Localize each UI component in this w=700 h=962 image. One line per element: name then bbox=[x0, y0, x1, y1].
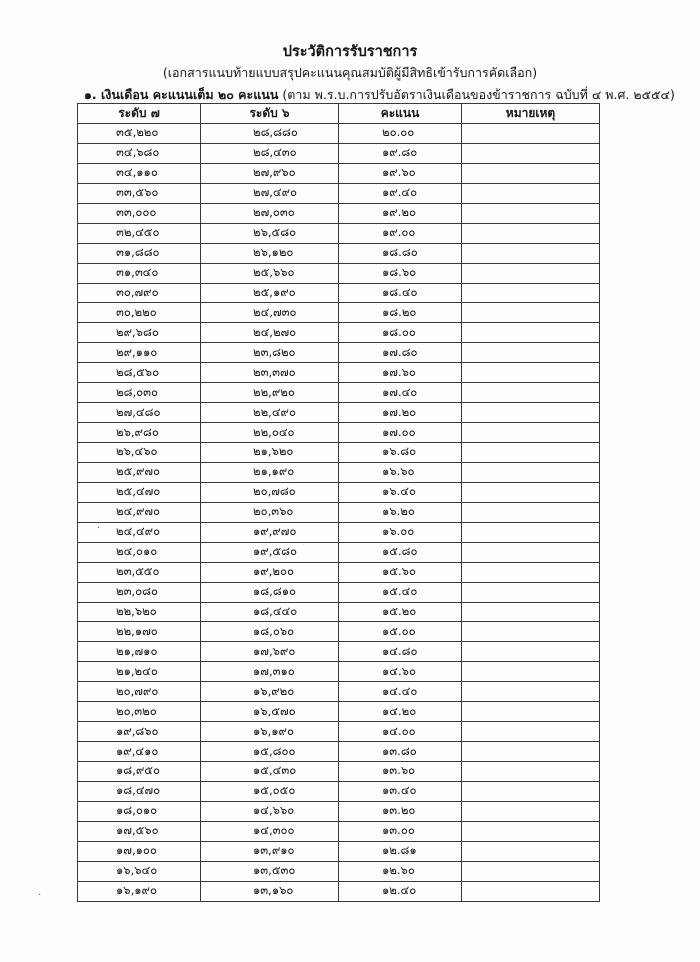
cell-level-6: ๒๘,๘๘๐ bbox=[201, 124, 339, 144]
cell-level-7: ๓๑,๓๔๐ bbox=[78, 263, 201, 283]
table-body bbox=[78, 124, 600, 902]
cell-score: ๑๙.๔๐ bbox=[339, 183, 462, 203]
cell-level-7: ๒๗,๔๘๐ bbox=[78, 403, 201, 423]
cell-remarks bbox=[462, 323, 600, 343]
cell-level-6: ๑๖,๙๒๐ bbox=[201, 682, 339, 702]
table-row bbox=[78, 363, 600, 383]
cell-remarks bbox=[462, 343, 600, 363]
cell-score: ๑๕.๔๐ bbox=[339, 582, 462, 602]
cell-level-6: ๑๖,๕๗๐ bbox=[201, 702, 339, 722]
cell-level-6: ๑๕,๐๕๐ bbox=[201, 781, 339, 801]
table-row bbox=[78, 881, 600, 901]
cell-level-6: ๑๘,๘๑๐ bbox=[201, 582, 339, 602]
table-row bbox=[78, 722, 600, 742]
cell-score: ๑๔.๔๐ bbox=[339, 682, 462, 702]
cell-level-7: ๓๒,๔๕๐ bbox=[78, 223, 201, 243]
cell-level-7: ๒๔,๔๙๐ bbox=[78, 522, 201, 542]
cell-level-7: ๒๔,๙๗๐ bbox=[78, 502, 201, 522]
cell-level-7: ๓๐,๒๒๐ bbox=[78, 303, 201, 323]
cell-remarks bbox=[462, 143, 600, 163]
cell-level-7: ๒๙,๖๘๐ bbox=[78, 323, 201, 343]
cell-remarks bbox=[462, 861, 600, 881]
table-row bbox=[78, 801, 600, 821]
table-row bbox=[78, 183, 600, 203]
section-heading-bold: ๑. เงินเดือน คะแนนเต็ม ๒๐ คะแนน bbox=[84, 87, 279, 102]
cell-level-7: ๒๔,๐๑๐ bbox=[78, 542, 201, 562]
cell-remarks bbox=[462, 602, 600, 622]
cell-score: ๑๕.๖๐ bbox=[339, 562, 462, 582]
cell-score: ๑๔.๖๐ bbox=[339, 662, 462, 682]
cell-score: ๑๕.๒๐ bbox=[339, 602, 462, 622]
cell-level-6: ๑๖,๑๙๐ bbox=[201, 722, 339, 742]
cell-level-7: ๒๖,๙๘๐ bbox=[78, 423, 201, 443]
cell-score: ๑๗.๔๐ bbox=[339, 383, 462, 403]
table-row bbox=[78, 642, 600, 662]
cell-remarks bbox=[462, 722, 600, 742]
cell-level-7: ๑๗,๑๐๐ bbox=[78, 841, 201, 861]
cell-level-6: ๒๖,๑๒๐ bbox=[201, 243, 339, 263]
cell-level-6: ๑๙,๙๗๐ bbox=[201, 522, 339, 542]
cell-level-6: ๒๒,๔๙๐ bbox=[201, 403, 339, 423]
table-row bbox=[78, 343, 600, 363]
cell-remarks bbox=[462, 502, 600, 522]
cell-level-7: ๓๐,๗๙๐ bbox=[78, 283, 201, 303]
cell-level-6: ๒๔,๗๓๐ bbox=[201, 303, 339, 323]
cell-level-6: ๒๑,๑๙๐ bbox=[201, 462, 339, 482]
document-title: ประวัติการรับราชการ bbox=[282, 44, 418, 60]
cell-remarks bbox=[462, 662, 600, 682]
table-row bbox=[78, 403, 600, 423]
cell-level-6: ๒๐,๓๖๐ bbox=[201, 502, 339, 522]
cell-score: ๑๙.๒๐ bbox=[339, 203, 462, 223]
table-row bbox=[78, 682, 600, 702]
header-level-7: ระดับ ๗ bbox=[78, 104, 201, 124]
table-row bbox=[78, 582, 600, 602]
cell-score: ๒๐.๐๐ bbox=[339, 124, 462, 144]
cell-level-6: ๒๒,๐๔๐ bbox=[201, 423, 339, 443]
cell-level-6: ๒๓,๘๒๐ bbox=[201, 343, 339, 363]
cell-score: ๑๒.๔๐ bbox=[339, 881, 462, 901]
table-row bbox=[78, 762, 600, 782]
table-row bbox=[78, 423, 600, 443]
cell-remarks bbox=[462, 423, 600, 443]
cell-score: ๑๔.๐๐ bbox=[339, 722, 462, 742]
cell-score: ๑๘.๖๐ bbox=[339, 263, 462, 283]
cell-score: ๑๗.๘๐ bbox=[339, 343, 462, 363]
table-row bbox=[78, 203, 600, 223]
cell-score: ๑๖.๔๐ bbox=[339, 482, 462, 502]
cell-level-6: ๒๒,๙๒๐ bbox=[201, 383, 339, 403]
cell-remarks bbox=[462, 124, 600, 144]
cell-level-7: ๑๗,๕๖๐ bbox=[78, 821, 201, 841]
cell-level-7: ๑๘,๙๕๐ bbox=[78, 762, 201, 782]
table-row bbox=[78, 841, 600, 861]
cell-level-6: ๒๕,๖๖๐ bbox=[201, 263, 339, 283]
cell-level-7: ๒๘,๕๖๐ bbox=[78, 363, 201, 383]
cell-remarks bbox=[462, 243, 600, 263]
header-level-6: ระดับ ๖ bbox=[201, 104, 339, 124]
cell-remarks bbox=[462, 781, 600, 801]
table-row bbox=[78, 163, 600, 183]
cell-level-6: ๒๖,๕๘๐ bbox=[201, 223, 339, 243]
cell-remarks bbox=[462, 443, 600, 463]
cell-level-7: ๒๑,๗๑๐ bbox=[78, 642, 201, 662]
cell-score: ๑๙.๘๐ bbox=[339, 143, 462, 163]
cell-score: ๑๒.๖๐ bbox=[339, 861, 462, 881]
cell-remarks bbox=[462, 482, 600, 502]
cell-level-6: ๒๔,๒๗๐ bbox=[201, 323, 339, 343]
cell-level-7: ๑๖,๖๔๐ bbox=[78, 861, 201, 881]
cell-remarks bbox=[462, 821, 600, 841]
cell-remarks bbox=[462, 263, 600, 283]
cell-remarks bbox=[462, 642, 600, 662]
cell-score: ๑๖.๒๐ bbox=[339, 502, 462, 522]
header-score: คะแนน bbox=[339, 104, 462, 124]
cell-level-6: ๑๓,๕๓๐ bbox=[201, 861, 339, 881]
cell-level-6: ๑๔,๖๖๐ bbox=[201, 801, 339, 821]
cell-level-7: ๑๙,๔๑๐ bbox=[78, 742, 201, 762]
cell-level-6: ๑๔,๓๐๐ bbox=[201, 821, 339, 841]
cell-level-6: ๑๓,๑๖๐ bbox=[201, 881, 339, 901]
table-row bbox=[78, 502, 600, 522]
table-row bbox=[78, 622, 600, 642]
cell-score: ๑๒.๘๑ bbox=[339, 841, 462, 861]
cell-level-7: ๒๘,๐๓๐ bbox=[78, 383, 201, 403]
cell-level-6: ๒๗,๔๙๐ bbox=[201, 183, 339, 203]
cell-level-7: ๒๒,๖๒๐ bbox=[78, 602, 201, 622]
section-heading bbox=[84, 85, 694, 105]
stray-mark: · bbox=[97, 523, 101, 534]
cell-score: ๑๓.๘๐ bbox=[339, 742, 462, 762]
table-row bbox=[78, 742, 600, 762]
cell-remarks bbox=[462, 841, 600, 861]
table-header-row bbox=[78, 104, 600, 124]
cell-score: ๑๖.๘๐ bbox=[339, 443, 462, 463]
table-row bbox=[78, 443, 600, 463]
cell-remarks bbox=[462, 363, 600, 383]
cell-level-6: ๑๗,๓๑๐ bbox=[201, 662, 339, 682]
cell-level-7: ๒๙,๑๑๐ bbox=[78, 343, 201, 363]
cell-score: ๑๓.๔๐ bbox=[339, 781, 462, 801]
cell-remarks bbox=[462, 223, 600, 243]
table-row bbox=[78, 482, 600, 502]
cell-score: ๑๘.๐๐ bbox=[339, 323, 462, 343]
table-row bbox=[78, 702, 600, 722]
table-row bbox=[78, 243, 600, 263]
cell-level-6: ๑๕,๔๓๐ bbox=[201, 762, 339, 782]
cell-level-7: ๒๑,๒๔๐ bbox=[78, 662, 201, 682]
section-heading-rest: (ตาม พ.ร.บ.การปรับอัตราเงินเดือนของข้าราชการ ฉบับที่ ๔ พ.ศ. ๒๕๕๔) bbox=[278, 87, 675, 102]
cell-level-7: ๑๖,๑๙๐ bbox=[78, 881, 201, 901]
cell-remarks bbox=[462, 283, 600, 303]
table-row bbox=[78, 303, 600, 323]
cell-remarks bbox=[462, 682, 600, 702]
cell-level-7: ๓๓,๕๖๐ bbox=[78, 183, 201, 203]
cell-score: ๑๙.๖๐ bbox=[339, 163, 462, 183]
table-row bbox=[78, 602, 600, 622]
table-row bbox=[78, 861, 600, 881]
cell-remarks bbox=[462, 403, 600, 423]
cell-level-6: ๒๑,๖๒๐ bbox=[201, 443, 339, 463]
table-row bbox=[78, 522, 600, 542]
cell-remarks bbox=[462, 562, 600, 582]
cell-score: ๑๕.๐๐ bbox=[339, 622, 462, 642]
table-row bbox=[78, 124, 600, 144]
cell-score: ๑๔.๘๐ bbox=[339, 642, 462, 662]
cell-score: ๑๗.๖๐ bbox=[339, 363, 462, 383]
cell-score: ๑๗.๐๐ bbox=[339, 423, 462, 443]
cell-level-7: ๓๑,๘๘๐ bbox=[78, 243, 201, 263]
cell-level-7: ๓๔,๑๑๐ bbox=[78, 163, 201, 183]
cell-score: ๑๖.๖๐ bbox=[339, 462, 462, 482]
table-row bbox=[78, 223, 600, 243]
table-row bbox=[78, 562, 600, 582]
cell-score: ๑๘.๒๐ bbox=[339, 303, 462, 323]
cell-remarks bbox=[462, 183, 600, 203]
table-row bbox=[78, 383, 600, 403]
table-row bbox=[78, 662, 600, 682]
cell-level-6: ๑๘,๐๖๐ bbox=[201, 622, 339, 642]
cell-level-6: ๒๗,๙๖๐ bbox=[201, 163, 339, 183]
table-row bbox=[78, 781, 600, 801]
cell-score: ๑๗.๒๐ bbox=[339, 403, 462, 423]
cell-level-6: ๑๓,๙๑๐ bbox=[201, 841, 339, 861]
cell-remarks bbox=[462, 702, 600, 722]
cell-remarks bbox=[462, 522, 600, 542]
table-row bbox=[78, 821, 600, 841]
cell-level-6: ๒๗,๐๓๐ bbox=[201, 203, 339, 223]
document-subtitle: (เอกสารแนบท้ายแบบสรุปคะแนนคุณสมบัติผู้มีสิทธิเข้ารับการคัดเลือก) bbox=[162, 65, 538, 80]
cell-remarks bbox=[462, 582, 600, 602]
cell-level-7: ๑๘,๔๗๐ bbox=[78, 781, 201, 801]
cell-remarks bbox=[462, 542, 600, 562]
table-row bbox=[78, 323, 600, 343]
cell-level-6: ๑๙,๕๘๐ bbox=[201, 542, 339, 562]
table-row bbox=[78, 143, 600, 163]
cell-level-7: ๑๙,๘๖๐ bbox=[78, 722, 201, 742]
cell-score: ๑๙.๐๐ bbox=[339, 223, 462, 243]
cell-level-7: ๒๕,๔๗๐ bbox=[78, 482, 201, 502]
cell-remarks bbox=[462, 163, 600, 183]
cell-remarks bbox=[462, 303, 600, 323]
cell-level-7: ๒๒,๑๗๐ bbox=[78, 622, 201, 642]
cell-score: ๑๓.๐๐ bbox=[339, 821, 462, 841]
cell-level-6: ๒๕,๑๙๐ bbox=[201, 283, 339, 303]
cell-score: ๑๘.๘๐ bbox=[339, 243, 462, 263]
cell-level-6: ๑๘,๔๔๐ bbox=[201, 602, 339, 622]
header-remarks: หมายเหตุ bbox=[462, 104, 600, 124]
cell-score: ๑๓.๖๐ bbox=[339, 762, 462, 782]
cell-remarks bbox=[462, 462, 600, 482]
cell-score: ๑๔.๒๐ bbox=[339, 702, 462, 722]
cell-level-7: ๓๓,๐๐๐ bbox=[78, 203, 201, 223]
cell-score: ๑๕.๘๐ bbox=[339, 542, 462, 562]
cell-score: ๑๓.๒๐ bbox=[339, 801, 462, 821]
cell-level-7: ๑๘,๐๑๐ bbox=[78, 801, 201, 821]
cell-remarks bbox=[462, 203, 600, 223]
cell-level-7: ๓๔,๖๘๐ bbox=[78, 143, 201, 163]
cell-level-6: ๑๙,๒๐๐ bbox=[201, 562, 339, 582]
cell-level-7: ๒๐,๗๙๐ bbox=[78, 682, 201, 702]
cell-remarks bbox=[462, 622, 600, 642]
cell-remarks bbox=[462, 881, 600, 901]
cell-level-7: ๒๓,๐๘๐ bbox=[78, 582, 201, 602]
cell-level-7: ๒๐,๓๒๐ bbox=[78, 702, 201, 722]
cell-level-6: ๒๓,๓๗๐ bbox=[201, 363, 339, 383]
table-row bbox=[78, 263, 600, 283]
cell-score: ๑๖.๐๐ bbox=[339, 522, 462, 542]
cell-level-6: ๒๘,๔๓๐ bbox=[201, 143, 339, 163]
cell-remarks bbox=[462, 762, 600, 782]
cell-remarks bbox=[462, 383, 600, 403]
cell-level-6: ๑๕,๘๐๐ bbox=[201, 742, 339, 762]
cell-level-6: ๑๗,๖๙๐ bbox=[201, 642, 339, 662]
cell-remarks bbox=[462, 742, 600, 762]
cell-level-6: ๒๐,๗๘๐ bbox=[201, 482, 339, 502]
cell-score: ๑๘.๔๐ bbox=[339, 283, 462, 303]
salary-score-table bbox=[77, 103, 600, 902]
table-row bbox=[78, 283, 600, 303]
cell-level-7: ๒๕,๙๗๐ bbox=[78, 462, 201, 482]
cell-level-7: ๒๓,๕๕๐ bbox=[78, 562, 201, 582]
stray-mark: · bbox=[38, 890, 42, 901]
cell-level-7: ๒๖,๔๖๐ bbox=[78, 443, 201, 463]
cell-level-7: ๓๕,๒๒๐ bbox=[78, 124, 201, 144]
cell-remarks bbox=[462, 801, 600, 821]
table-row bbox=[78, 542, 600, 562]
table-row bbox=[78, 462, 600, 482]
